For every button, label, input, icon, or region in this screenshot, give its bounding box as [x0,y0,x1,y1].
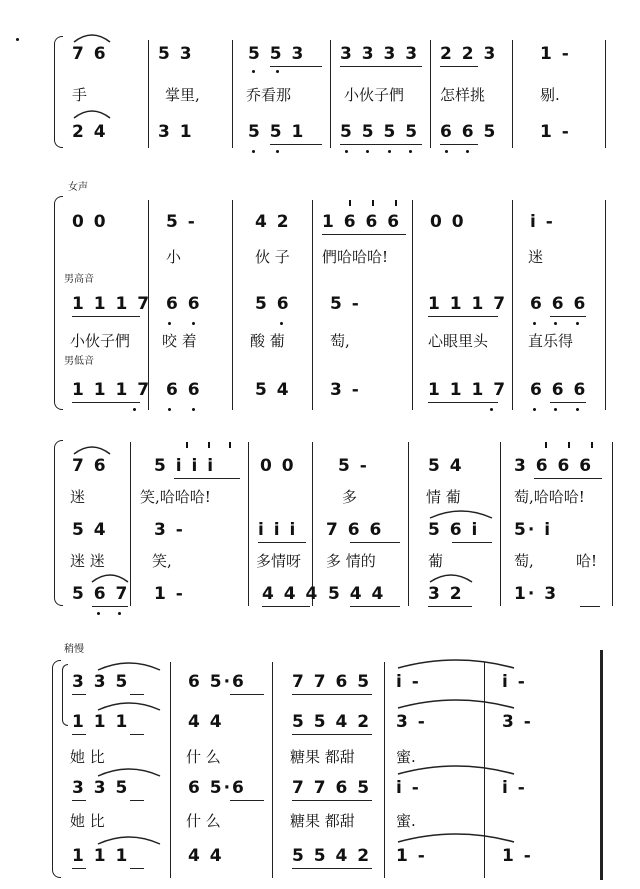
s4-f2-m4: 3 - [396,712,427,732]
s2-low-m2: 6 6 [166,380,202,400]
s1-lyric-3: 乔看那 [246,86,292,104]
s1-alto-m3: 5 5 1 [248,122,306,142]
note-dot [576,322,579,325]
s1-soprano-m3: 5 5 3 [248,44,306,64]
underline [230,694,264,695]
accent-tick [568,442,570,448]
bar-line [605,40,606,148]
accent-tick [349,200,351,206]
underline [340,66,422,67]
slur [72,30,112,44]
system4-brace [52,660,61,878]
note-dot [533,322,536,325]
s2-high-lyric-2: 咬 着 [162,332,197,350]
accent-tick [545,442,547,448]
underline [292,868,372,869]
s4-low-m5: 1 - [502,846,533,866]
accent-tick [591,442,593,448]
s1-lyric-1: 手 [72,86,88,104]
s4-f1-m2: 6 5·6 [188,672,246,692]
bar-line [612,442,613,606]
s3-female-m3: 0 0 [260,456,296,476]
s3-female-m2: 5 i i i [154,456,216,476]
s3-female-m5: 5 4 [428,456,464,476]
s3-high-lyric-1: 迷 迷 [70,552,105,570]
bar-line [248,442,249,606]
s2-low-m6: 6 6 6 [530,380,588,400]
s2-low-m5: 1 1 1 7 [428,380,508,400]
s3-high-lyric-5: 葡 [428,552,444,570]
note-dot [345,150,348,153]
s1-soprano-m6: 1 - [540,44,571,64]
s4-f2-m3: 5 5 4 2 [292,712,372,732]
s2-female-m6: i - [530,212,555,232]
underline [270,144,322,145]
label-tempo: 稍慢 [64,644,84,655]
accent-tick [229,442,231,448]
bar-line [312,200,313,410]
bar-line [272,662,273,878]
bar-line [408,442,409,606]
s3-low-m5: 3 2 [428,584,464,604]
s2-female-m3: 4 2 [255,212,291,232]
underline [270,66,322,67]
note-dot [133,408,136,411]
s3-female-m4: 5 - [338,456,369,476]
s4-f1-m5: i - [502,672,527,692]
s4-f-lyric-2: 什 么 [186,748,221,766]
underline [440,66,478,67]
note-dot [118,612,121,615]
s4-f-lyric-1: 她 比 [70,748,105,766]
s3-low-m3: 4 4 4 [262,584,320,604]
s3-high-lyric-3: 多情呀 [256,552,302,570]
bar-line [600,650,603,880]
note-dot [252,150,255,153]
s2-female-m4: 1 6 6 6 [322,212,402,232]
note-dot [533,408,536,411]
s4-f-lyric-3: 糖果 都甜 [290,748,355,766]
underline [292,734,372,735]
slur [396,830,516,844]
s3-female-m1: 7 6 [72,456,108,476]
bar-line [500,442,501,606]
s4-low-m2: 4 4 [188,846,224,866]
s4-h-lyric-2: 什 么 [186,812,221,830]
underline [292,694,372,695]
s3-high-lyric-6: 萄, [514,552,534,570]
s1-alto-m6: 1 - [540,122,571,142]
s3-high-m2: 3 - [154,520,185,540]
underline [262,606,310,607]
slur [396,762,516,776]
s1-lyric-2: 掌里, [165,86,200,104]
s4-low-m3: 5 5 4 2 [292,846,372,866]
underline [130,734,144,735]
slur [90,570,130,584]
note-dot [97,612,100,615]
s4-f1-m1: 3 3 5 [72,672,130,692]
bar-line [330,40,331,148]
s3-high-m1: 5 4 [72,520,108,540]
bar-line [312,442,313,606]
s3-female-lyric-5: 萄,哈哈哈! [514,488,585,506]
system2-brace [54,196,63,410]
underline [72,734,86,735]
bar-line [384,662,385,878]
bar-line [412,200,413,410]
underline [72,316,140,317]
s1-soprano-m2: 5 3 [158,44,194,64]
s4-f2-m5: 3 - [502,712,533,732]
s3-high-m5: 5 6 i [428,520,480,540]
bar-line [170,662,171,878]
underline [452,542,492,543]
s2-low-m1: 1 1 1 7 [72,380,152,400]
underline [72,800,86,801]
underline [340,144,422,145]
underline [130,868,144,869]
s4-low-m4: 1 - [396,846,427,866]
note-dot [252,70,255,73]
s2-high-lyric-5: 心眼里头 [428,332,489,350]
s4-high-m2: 6 5·6 [188,778,246,798]
s2-female-lyric-3: 們哈哈哈! [322,248,389,266]
underline [130,800,144,801]
underline [440,144,478,145]
s4-f1-m3: 7 7 6 5 [292,672,372,692]
underline [350,542,400,543]
note-dot [445,150,448,153]
s3-high-m3: i i i [258,520,298,540]
s2-high-m4: 5 - [330,294,361,314]
underline [580,606,600,607]
s1-alto-m1: 2 4 [72,122,108,142]
slur [396,656,516,670]
system1-brace [54,36,63,148]
s4-h-lyric-3: 糖果 都甜 [290,812,355,830]
s3-high-lyric-7: 哈! [576,552,598,570]
underline [428,606,472,607]
bar-line [605,200,606,410]
label-male-high: 男高音 [64,274,94,285]
bar-line [232,40,233,148]
note-dot [280,322,283,325]
bar-line [130,442,131,606]
underline [322,234,406,235]
s4-high-m3: 7 7 6 5 [292,778,372,798]
note-dot [168,322,171,325]
s1-lyric-4: 小伙子們 [344,86,405,104]
s1-lyric-5: 怎样挑 [440,86,486,104]
s4-f2-m2: 4 4 [188,712,224,732]
note-dot [388,150,391,153]
s2-female-m1: 0 0 [72,212,108,232]
s3-high-m6: 5· i [514,520,553,540]
s4-high-m1: 3 3 5 [72,778,130,798]
s2-high-lyric-1: 小伙子們 [70,332,131,350]
bar-line [430,40,431,148]
underline [350,606,400,607]
s4-f1-m4: i - [396,672,421,692]
accent-tick [208,442,210,448]
s3-female-lyric-4: 情 葡 [426,488,461,506]
slur [396,696,516,710]
s4-h-lyric-4: 蜜. [396,812,416,830]
s4-f2-m1: 1 1 1 [72,712,130,732]
slur [96,764,162,778]
note-dot [192,322,195,325]
s3-low-m6: 1· 3 [514,584,559,604]
s2-high-lyric-6: 直乐得 [528,332,574,350]
note-dot [276,70,279,73]
s1-alto-m4: 5 5 5 5 [340,122,420,142]
note-dot [192,408,195,411]
note-dot [576,408,579,411]
s2-female-lyric-2: 伙 子 [255,248,290,266]
s4-high-m4: i - [396,778,421,798]
slur [72,442,112,456]
underline [534,478,602,479]
s2-female-m5: 0 0 [430,212,466,232]
label-male-low: 男低音 [64,356,94,367]
s2-female-m2: 5 - [166,212,197,232]
s4-low-m1: 1 1 1 [72,846,130,866]
s4-h-lyric-1: 她 比 [70,812,105,830]
s3-female-lyric-3: 多 [342,488,358,506]
s1-alto-m5: 6 6 5 [440,122,498,142]
underline [130,694,144,695]
s2-low-m3: 5 4 [255,380,291,400]
s2-high-m5: 1 1 1 7 [428,294,508,314]
s3-low-m2: 1 - [154,584,185,604]
underline [92,606,128,607]
note-dot [490,408,493,411]
bar-line [512,40,513,148]
s1-soprano-m5: 2 2 3 [440,44,498,64]
slur [428,506,494,520]
note-dot [466,150,469,153]
s4-f-lyric-4: 蜜. [396,748,416,766]
s3-female-m6: 3 6 6 6 [514,456,594,476]
underline [428,402,498,403]
accent-tick [395,200,397,206]
note-dot [554,408,557,411]
s3-female-lyric-1: 迷 [70,488,86,506]
bar-line [148,40,149,148]
s2-female-lyric-4: 迷 [528,248,544,266]
underline [550,316,586,317]
slur [72,106,112,120]
underline [174,478,240,479]
s1-alto-m2: 3 1 [158,122,194,142]
note-dot [168,408,171,411]
s2-female-lyric-1: 小 [166,248,182,266]
s4-high-m5: i - [502,778,527,798]
underline [428,316,498,317]
underline [230,800,264,801]
note-dot [276,150,279,153]
s2-high-m2: 6 6 [166,294,202,314]
accent-tick [372,200,374,206]
underline [72,402,140,403]
slur [96,658,162,672]
accent-tick [186,442,188,448]
s3-high-lyric-2: 笑, [152,552,172,570]
slur [96,832,162,846]
underline [292,800,372,801]
s2-high-m3: 5 6 [255,294,291,314]
underline [258,542,306,543]
underline [72,694,86,695]
s3-high-lyric-4: 多 情的 [326,552,376,570]
s3-female-lyric-2: 笑,哈哈哈! [140,488,211,506]
s2-high-lyric-3: 酸 葡 [250,332,285,350]
s3-high-m4: 7 6 6 [326,520,384,540]
system3-brace [54,440,63,606]
s1-lyric-6: 剔. [540,86,560,104]
s1-soprano-m4: 3 3 3 3 [340,44,420,64]
bar-line [232,200,233,410]
note-dot [366,150,369,153]
s2-high-lyric-4: 萄, [330,332,350,350]
page-speck [16,38,19,41]
s2-low-m4: 3 - [330,380,361,400]
note-dot [409,150,412,153]
underline [550,402,586,403]
bar-line [512,200,513,410]
s2-high-m1: 1 1 1 7 [72,294,152,314]
underline [72,868,86,869]
s3-low-m1: 5 6 7 [72,584,130,604]
s3-low-m4: 5 4 4 [328,584,386,604]
slur [428,570,474,584]
system4-inner-brace [62,664,68,726]
s2-high-m6: 6 6 6 [530,294,588,314]
slur [96,698,162,712]
label-female: 女声 [68,182,88,193]
s1-soprano-m1: 7 6 [72,44,108,64]
note-dot [554,322,557,325]
